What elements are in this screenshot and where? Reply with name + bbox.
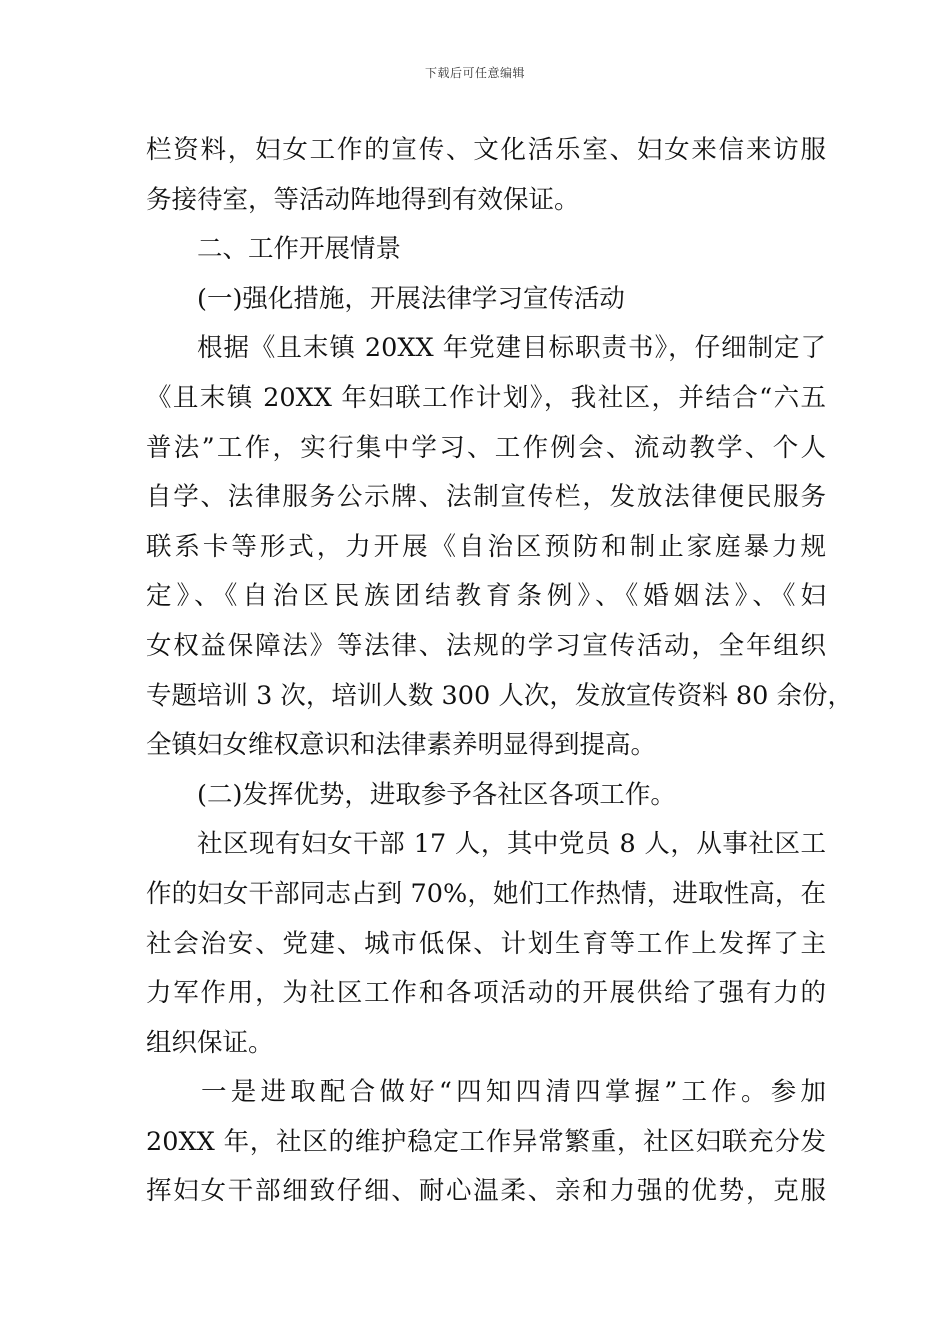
text-line: 女权益保障法》等法律、法规的学习宣传活动，全年组织 — [146, 630, 826, 661]
text-line: 作的妇女干部同志占到 70%，她们工作热情，进取性高，在 — [146, 878, 826, 909]
subsection-heading: (一)强化措施，开展法律学习宣传活动 — [197, 283, 625, 314]
text-line: 力军作用，为社区工作和各项活动的开展供给了强有力的 — [146, 978, 826, 1009]
text-line: 联系卡等形式，力开展《自治区预防和制止家庭暴力规 — [146, 531, 826, 562]
text-line: 20XX 年，社区的维护稳定工作异常繁重，社区妇联充分发 — [146, 1126, 826, 1157]
text-line: 一是进取配合做好“四知四清四掌握”工作。参加 — [201, 1077, 826, 1108]
text-line: 务接待室，等活动阵地得到有效保证。 — [146, 184, 580, 215]
text-line: 社区现有妇女干部 17 人，其中党员 8 人，从事社区工 — [197, 829, 826, 860]
text-line: 专题培训 3 次，培训人数 300 人次，发放宣传资料 80 余份， — [146, 680, 853, 711]
text-line: 组织保证。 — [146, 1027, 274, 1058]
document-body — [146, 126, 853, 1217]
text-line: 挥妇女干部细致仔细、耐心温柔、亲和力强的优势，克服 — [146, 1176, 826, 1207]
section-heading: 二、工作开展情景 — [197, 234, 402, 265]
text-line: 全镇妇女维权意识和法律素养明显得到提高。 — [146, 730, 657, 761]
text-line: 《且末镇 20XX 年妇联工作计划》，我社区，并结合“六五 — [146, 382, 826, 413]
text-line: 定》、《自治区民族团结教育条例》、《婚姻法》、《妇 — [146, 581, 826, 612]
subsection-heading: (二)发挥优势，进取参予各社区各项工作。 — [197, 779, 676, 810]
text-line: 普法”工作，实行集中学习、工作例会、流动教学、个人 — [146, 432, 826, 463]
text-line: 根据《且末镇 20XX 年党建目标职责书》，仔细制定了 — [197, 333, 826, 364]
text-line: 栏资料，妇女工作的宣传、文化活乐室、妇女来信来访服 — [146, 135, 826, 165]
text-line: 自学、法律服务公示牌、法制宣传栏，发放法律便民服务 — [146, 482, 826, 513]
text-line: 社会治安、党建、城市低保、计划生育等工作上发挥了主 — [146, 928, 826, 959]
page-header: 下载后可任意编辑 — [424, 66, 525, 80]
